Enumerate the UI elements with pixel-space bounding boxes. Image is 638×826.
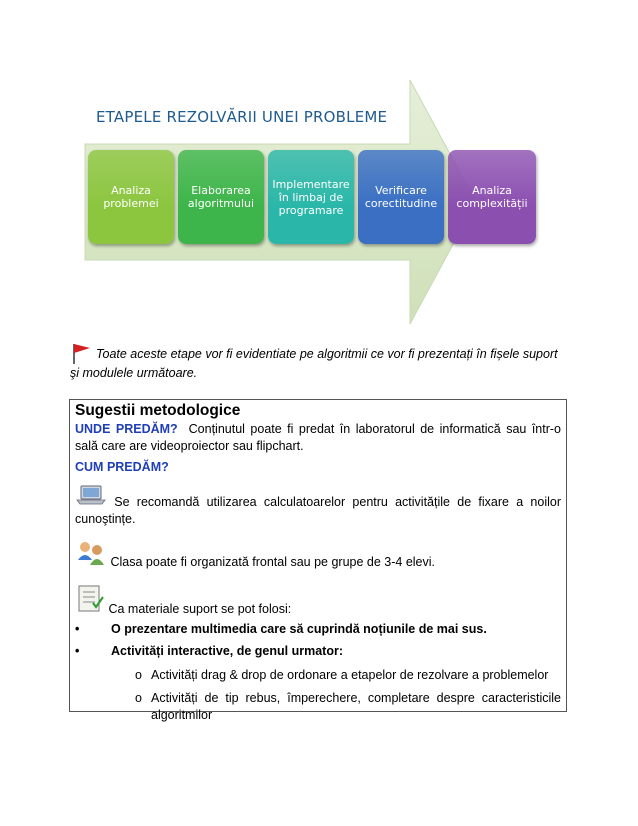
sub-item: o Activități de tip rebus, împerechere, completare despre caracteristicile algoritmilor	[135, 691, 561, 722]
methodology-box	[69, 399, 567, 722]
p1-text: Se recomandă utilizarea calculatoarelor pentru activitățile de fixare a noilor cunoştințe.	[75, 495, 561, 526]
step-analiza-problemei: Analiza problemei	[88, 150, 174, 244]
unde-paragraph	[75, 421, 561, 455]
laptop-icon	[75, 484, 107, 511]
cum-label: CUM PREDĂM?	[75, 460, 169, 474]
people-icon	[75, 540, 107, 571]
p3-text: Ca materiale suport se pot folosi:	[108, 602, 292, 616]
note-text: Toate aceste etape vor fi evidentiate pe algoritmii ce vor fi prezentați în fișele suport şi modulele următoare.	[70, 347, 558, 380]
sub-item-text: Activități de tip rebus, împerechere, completare despre caracteristicile algoritmilor	[151, 691, 561, 722]
bullet-item: • O prezentare multimedia care să cuprindă noțiunile de mai sus.	[75, 620, 561, 639]
diagram-title: ETAPELE REZOLVĂRII UNEI PROBLEME	[96, 108, 388, 126]
box-title: Sugestii metodologice	[75, 402, 241, 419]
note-paragraph	[70, 342, 570, 383]
step-implementare: Implementare în limbaj de programare	[268, 150, 354, 244]
unde-label: UNDE PREDĂM?	[75, 422, 178, 436]
sub-item: o Activități drag & drop de ordonare a etapelor de rezolvare a problemelor	[135, 668, 549, 682]
step-analiza-complexitatii: Analiza complexității	[448, 150, 536, 244]
red-flag-icon	[70, 342, 94, 364]
sub-item-text: Activități drag & drop de ordonare a etapelor de rezolvare a problemelor	[151, 668, 549, 682]
checklist-icon	[75, 583, 105, 618]
step-elaborarea-algoritmului: Elaborarea algoritmului	[178, 150, 264, 244]
p2-text: Clasa poate fi organizată frontal sau pe grupe de 3-4 elevi.	[110, 555, 435, 569]
process-diagram	[80, 78, 528, 328]
step-verificare: Verificare corectitudine	[358, 150, 444, 244]
group-paragraph	[75, 540, 561, 571]
computer-paragraph	[75, 484, 561, 528]
unde-text: Conținutul poate fi predat în laboratorul de informatică sau într-o sală care are videoproiector sau flipchart.	[75, 422, 562, 453]
materials-paragraph	[75, 583, 561, 618]
bullet-item: • Activități interactive, de genul urmator:	[75, 642, 561, 661]
